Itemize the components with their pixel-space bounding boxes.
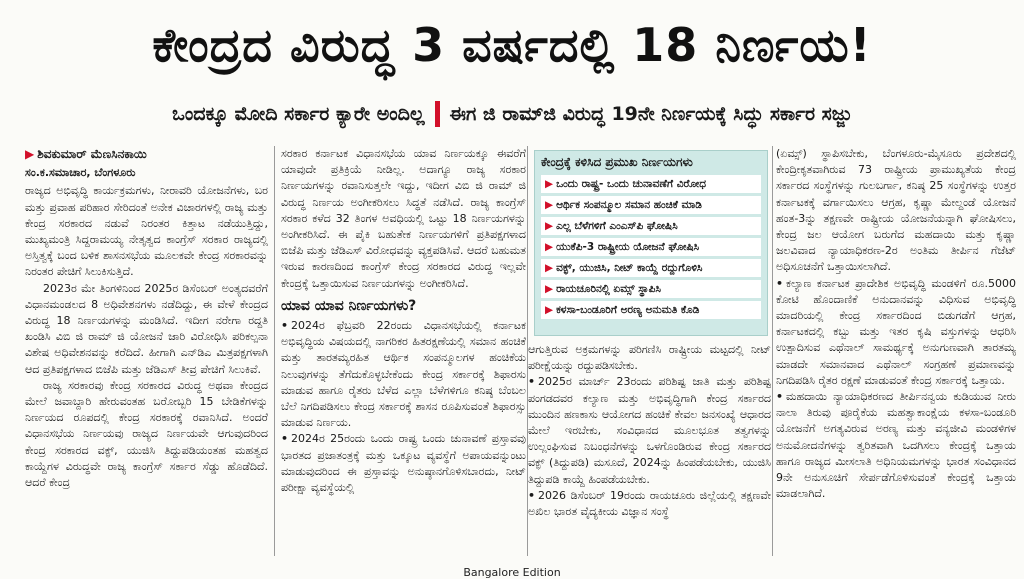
- bullet-icon: •: [776, 390, 784, 404]
- arrow-icon: ▶: [545, 199, 554, 211]
- arrow-icon: ▶: [545, 283, 554, 295]
- subheadline-right: ಈಗ ಜಿ ರಾಮ್‌ಜಿ ವಿರುದ್ಧ 19ನೇ ನಿರ್ಣಯಕ್ಕೆ ಸಿದ್ಧು ಸರ್ಕಾರ ಸಜ್ಜು: [449, 103, 852, 125]
- column-3-body: [528, 342, 771, 520]
- paragraph: ರಾಜ್ಯದ ಅಭಿವೃದ್ಧಿ ಕಾರ್ಯಕ್ರಮಗಳು, ನೀರಾವರಿ ಯೋಜನೆಗಳು, ಬರ ಮತ್ತು ಪ್ರವಾಹ ಪರಿಹಾರ ಸೇರಿದಂತೆ ಅನೇಕ ವಿಚಾರಗಳಲ್ಲಿ ರಾಜ್ಯ ಮತ್ತು ಕೇಂದ್ರ ಸರಕಾರದ ನಡುವೆ ನಿರಂತರ ಕಿತ್ತಾಟ ನಡೆಯುತ್ತಿದ್ದು, ಮುಖ್ಯಮಂತ್ರಿ ಸಿದ್ದರಾಮಯ್ಯ ನೇತೃತ್ವದ ಕಾಂಗ್ರೆಸ್ ಸರಕಾರ ರಾಜ್ಯದಲ್ಲಿ ಅಸ್ತಿತ್ವಕ್ಕೆ ಬಂದ ಬಳಿಕ ಶಾಸನಸಭೆಯ ಮೂಲಕವೇ ಕೇಂದ್ರ ಸರಕಾರವನ್ನು ನಿರಂತರ ಪೇಚಿಗೆ ಸಿಲುಕಿಸುತ್ತಿದೆ.: [25, 184, 268, 279]
- box-title: ಕೇಂದ್ರಕ್ಕೆ ಕಳಿಸಿದ ಪ್ರಮುಖ ನಿರ್ಣಯಗಳು: [541, 155, 693, 169]
- bullet-icon: •: [528, 375, 536, 389]
- subheadline: [0, 94, 1024, 134]
- subheadline-separator: [435, 101, 440, 127]
- list-item-text: 2026 ಡಿಸೆಂಬರ್ 19ರಂದು ರಾಯಚೂರು ಜಿಲ್ಲೆಯಲ್ಲಿ ತಕ್ಷಣವೇ ಅಖಿಲ ಭಾರತ ವೈದ್ಯಕೀಯ ವಿಜ್ಞಾನ ಸಂಸ್ಥೆ: [528, 488, 771, 519]
- list-item-text: ಮಹದಾಯಿ ನ್ಯಾಯಾಧಿಕರಣದ ತೀರ್ಪಿನನ್ವಯ ಕುಡಿಯುವ ನೀರು ನಾಲಾ ತಿರುವು ಪೂರೈಕೆಯ ಮಹತ್ವಾಕಾಂಕ್ಷೆಯ ಕಳಸಾ-ಬಂಡೂರಿ ಯೋಜನೆಗೆ ಅಗತ್ಯವಿರುವ ಅರಣ್ಯ ಮತ್ತು ವನ್ಯಜೀವಿ ಮಂಡಳಿಗಳ ಅನುಮೋದನೆಗಳನ್ನು ತ್ವರಿತವಾಗಿ ಒದಗಿಸಲು ಕೇಂದ್ರಕ್ಕೆ ಒತ್ತಾಯ ಹಾಗೂ ರಾಜ್ಯದ ಮೀಸಲಾತಿ ಅಧಿನಿಯಮಗಳನ್ನು ಭಾರತ ಸಂವಿಧಾನದ 9ನೇ ಅನುಸೂಚಿಗೆ ಸೇರ್ಪಡೆಗೊಳಿಸುವಂತೆ ಕೇಂದ್ರಕ್ಕೆ ಒತ್ತಾಯ ಮಾಡಲಾಗಿದೆ.: [776, 390, 1016, 501]
- subheadline-left: ಒಂದಕ್ಕೂ ಮೋದಿ ಸರ್ಕಾರ ಕ್ಯಾರೇ ಅಂದಿಲ್ಲ: [172, 103, 425, 125]
- column-2: [281, 146, 526, 558]
- arrow-icon: ▶: [545, 262, 554, 274]
- list-item: [776, 276, 1016, 389]
- list-item-text: 2024ರ 25ರಂದು ಒಂದು ರಾಷ್ಟ್ರ ಒಂದು ಚುನಾವಣೆ ಪ್ರಸ್ತಾವವು ಭಾರತದ ಪ್ರಜಾತಂತ್ರಕ್ಕೆ ಮತ್ತು ಒಕ್ಕೂಟ ವ್ಯವಸ್ಥೆಗೆ ಅಪಾಯವನ್ನುಂಟು ಮಾಡುವುದರಿಂದ ಈ ಪ್ರಸ್ತಾವನ್ನು ಅನುಷ್ಠಾನಗೊಳಿಸಬಾರದು, ನೀಟ್ ಪರೀಕ್ಷಾ ವ್ಯವಸ್ಥೆಯಲ್ಲಿ: [281, 432, 526, 495]
- byline-marker-icon: ▶: [25, 147, 35, 161]
- bullet-icon: •: [776, 276, 784, 290]
- bullet-icon: •: [281, 319, 289, 333]
- list-item-text: 2025ರ ಮಾರ್ಚ್ 23ರಂದು ಪರಿಶಿಷ್ಟ ಜಾತಿ ಮತ್ತು ಪರಿಶಿಷ್ಟ ಪಂಗಡದವರ ಕಲ್ಯಾಣ ಮತ್ತು ಅಭಿವೃದ್ಧಿಗಾಗಿ ಕೇಂದ್ರ ಸರ್ಕಾರದ ಮುಂದಿನ ಹಣಕಾಸು ಆಯೋಗದ ಹಂಚಿಕೆ ಕೇವಲ ಜನಸಂಖ್ಯೆ ಆಧಾರದ ಮೇಲೆ ಇರಬೇಕು, ಸಂವಿಧಾನದ ಮೂಲಭೂತ ತತ್ವಗಳನ್ನು ಉಲ್ಲಂಘಿಸುವ ನಿಬಂಧನೆಗಳನ್ನು ಒಳಗೊಂಡಿರುವ ಕೇಂದ್ರ ಸರ್ಕಾರದ ವಕ್ಫ್ (ತಿದ್ದುಪಡಿ) ಮಸೂದೆ, 2024ನ್ನು ಹಿಂಪಡೆಯಬೇಕು, ಯುಜಿಸಿ ತಿದ್ದುಪಡಿ ಕಾಯ್ದೆ ಹಿಂಪಡೆಯಬೇಕು.: [528, 375, 771, 486]
- arrow-icon: ▶: [545, 304, 554, 316]
- column-rule: [772, 146, 773, 556]
- list-item-text: ಕಲ್ಯಾಣ ಕರ್ನಾಟಕ ಪ್ರಾದೇಶಿಕ ಅಭಿವೃದ್ಧಿ ಮಂಡಳಿಗೆ ರೂ.5000 ಕೋಟಿ ಹೊಂದಾಣಿಕೆ ಅನುದಾನವನ್ನು ವಿಧಿಸುವ ಅಭಿವೃದ್ಧಿ ಮಾದರಿಯಲ್ಲಿ ಕೇಂದ್ರ ಸರ್ಕಾರದಿಂದ ಬಿಡುಗಡೆಗೆ ಆಗ್ರಹ, ಕರ್ನಾಟಕದಲ್ಲಿ ಕಬ್ಬು ಮತ್ತು ಇತರ ಕೃಷಿ ವಸ್ತುಗಳನ್ನು ಆಧರಿಸಿ ಉತ್ಪಾದಿಸುವ ಎಥೆನಾಲ್ ಸಾಮರ್ಥ್ಯಕ್ಕೆ ಅನುಗುಣವಾಗಿ ತಾರತಮ್ಯ ಮಾಡದೇ ಸಮಾನವಾದ ಎಥೆನಾಲ್ ಸಂಗ್ರಹಣೆ ಪ್ರಮಾಣವನ್ನು ನಿಗದಿಪಡಿಸಿ ರೈತರ ರಕ್ಷಣೆ ಮಾಡುವಂತೆ ಕೇಂದ್ರ ಸರ್ಕಾರಕ್ಕೆ ಒತ್ತಾಯ.: [776, 276, 1016, 387]
- box-item-text: ಎಲ್ಲ ಬೆಳೆಗಳಿಗೆ ಎಂಎಸ್‌ಪಿ ಘೋಷಿಸಿ: [556, 220, 678, 232]
- list-item: [281, 431, 526, 496]
- arrow-icon: ▶: [545, 220, 554, 232]
- column-1: [25, 146, 268, 558]
- arrow-icon: ▶: [545, 178, 554, 190]
- box-item-text: ರಾಯಚೂರಿನಲ್ಲಿ ಏಮ್ಸ್ ಸ್ಥಾಪಿಸಿ: [556, 283, 661, 295]
- column-rule: [274, 146, 275, 556]
- list-item: [528, 374, 771, 487]
- bullet-icon: •: [528, 488, 536, 502]
- paragraph: ರಾಜ್ಯ ಸರಕಾರವು ಕೇಂದ್ರ ಸರಕಾರದ ವಿರುದ್ಧ ಅಥವಾ ಕೇಂದ್ರದ ಮೇಲೆ ಜವಾಬ್ದಾರಿ ಹೇರುವಂತಹ ಬರೋಬ್ಬರಿ 15 ಬೇಡಿಕೆಗಳನ್ನು ನಿರ್ಣಯದ ರೂಪದಲ್ಲಿ ಕೇಂದ್ರ ಸರಕಾರಕ್ಕೆ ರವಾನಿಸಿದೆ. ಅಂದರೆ ವಿಧಾನಸಭೆಯ ನಿರ್ಣಯವು ರಾಜ್ಯದ ನಿರ್ಣಯವೇ ಆಗುವುದರಿಂದ ಕೇಂದ್ರ ಸರಕಾರದ ವಕ್ಫ್, ಯುಜಿಸಿ ತಿದ್ದುಪಡಿಯಂತಹ ಮಹತ್ವದ ಕಾಯ್ದೆಗಳ ವಿರುದ್ಧವೇ ರಾಜ್ಯ ಕಾಂಗ್ರೆಸ್ ಸರ್ಕಾರ ಸೆಡ್ಡು ಹೊಡೆದಿದೆ. ಆದರೆ ಕೇಂದ್ರ: [25, 378, 268, 490]
- box-item-text: ಒಂದು ರಾಷ್ಟ್ರ- ಒಂದು ಚುನಾವಣೆಗೆ ವಿರೋಧ: [556, 178, 706, 190]
- list-item: [281, 318, 526, 431]
- column-4: [776, 146, 1016, 558]
- dateline: ಸಂ.ಕ.ಸಮಾಚಾರ, ಬೆಂಗಳೂರು: [25, 166, 136, 180]
- list-item: [528, 488, 771, 520]
- edition-footer: Bangalore Edition: [463, 566, 561, 579]
- arrow-icon: ▶: [545, 241, 554, 253]
- box-item-text: ಆರ್ಥಿಕ ಸಂಪನ್ಮೂಲ ಸಮಾನ ಹಂಚಿಕೆ ಮಾಡಿ: [556, 199, 702, 211]
- paragraph: ಆಗುತ್ತಿರುವ ಅಕ್ರಮಗಳನ್ನು ಪರಿಗಣಿಸಿ ರಾಷ್ಟ್ರೀಯ ಮಟ್ಟದಲ್ಲಿ ನೀಟ್ ಪರೀಕ್ಷೆಯನ್ನು ರದ್ದುಪಡಿಸಬೇಕು.: [528, 343, 771, 373]
- byline: [25, 146, 268, 162]
- byline-text: ಶಿವಕುಮಾರ್ ಮೆಣಸಿನಕಾಯಿ: [37, 147, 147, 161]
- box-item-text: ಕಳಸಾ-ಬಂಡೂರಿಗೆ ಅರಣ್ಯ ಅನುಮತಿ ಕೊಡಿ: [556, 304, 700, 316]
- list-item-text: 2024ರ ಫೆಬ್ರವರಿ 22ರಂದು ವಿಧಾನಸಭೆಯಲ್ಲಿ ಕರ್ನಾಟಕ ಅಭಿವೃದ್ಧಿಯ ವಿಷಯದಲ್ಲಿ ನಾಗರಿಕರ ಹಿತರಕ್ಷಣೆಯಲ್ಲಿ ಸಮಾನ ಹಂಚಿಕೆ ಮತ್ತು ತಾರತಮ್ಯರಹಿತ ಆರ್ಥಿಕ ಸಂಪನ್ಮೂಲಗಳ ಹಂಚಿಕೆಯ ನಿಲುವುಗಳನ್ನು ತೆಗೆದುಕೊಳ್ಳಬೇಕೆಂದು ಕೇಂದ್ರ ಸರ್ಕಾರಕ್ಕೆ ಶಿಫಾರಸು ಮಾಡುವ ಹಾಗೂ ರೈತರು ಬೆಳೆದ ಎಲ್ಲಾ ಬೆಳೆಗಳಿಗೂ ಕನಿಷ್ಠ ಬೆಂಬಲ ಬೆಲೆ ನಿಗದಿಪಡಿಸಲು ಕೇಂದ್ರ ಸರ್ಕಾರಕ್ಕೆ ಶಾಸನ ರೂಪಿಸುವಂತೆ ಶಿಫಾರಸ್ಸು ಮಾಡುವ ನಿರ್ಣಯ.: [281, 319, 526, 430]
- section-title: ಯಾವ ಯಾವ ನಿರ್ಣಯಗಳು?: [281, 297, 417, 314]
- column-3: [528, 146, 771, 558]
- box-item-text: ಯುಕೆಪಿ-3 ರಾಷ್ಟ್ರೀಯ ಯೋಜನೆ ಘೋಷಿಸಿ: [556, 241, 700, 253]
- headline: ಕೇಂದ್ರದ ವಿರುದ್ಧ 3 ವರ್ಷದಲ್ಲಿ 18 ನಿರ್ಣಯ!: [152, 18, 872, 72]
- paragraph: 2023ರ ಮೇ ತಿಂಗಳಿನಿಂದ 2025ರ ಡಿಸೆಂಬರ್ ಅಂತ್ಯದವರೆಗೆ ವಿಧಾನಮಂಡಲದ 8 ಅಧಿವೇಶನಗಳು ನಡೆದಿದ್ದು, ಈ ವೇಳೆ ಕೇಂದ್ರದ ವಿರುದ್ಧ 18 ನಿರ್ಣಯಗಳನ್ನು ಮಂಡಿಸಿದೆ. ಇದೀಗ ನರೇಗಾ ರದ್ದತಿ ಖಂಡಿಸಿ ವಿಬಿ ಜಿ ರಾಮ್ ಜಿ ಯೋಜನೆ ಜಾರಿ ವಿರೋಧಿಸಿ ಪರಿಕಲ್ಪನಾ ವಿಶೇಷ ಅಧಿವೇಶನವನ್ನು ಕರೆದಿದೆ. ಹೀಗಾಗಿ ಎನ್‌ಡಿಎ ಮಿತ್ರಪಕ್ಷಗಳಾಗಿ ಆದ ಪ್ರತಿಪಕ್ಷಗಳಾದ ಬಿಜೆಪಿ ಮತ್ತು ಜೆಡಿಎಸ್ ತೀವ್ರ ಪೇಚಿಗೆ ಸಿಲುಕಿವೆ.: [25, 281, 268, 376]
- box-item-text: ವಕ್ಫ್, ಯುಜಿಸಿ, ನೀಟ್ ಕಾಯ್ದೆ ರದ್ದುಗೊಳಿಸಿ: [556, 262, 703, 274]
- list-item: [776, 389, 1016, 502]
- paragraph: (ಏಮ್ಸ್) ಸ್ಥಾಪಿಸಬೇಕು, ಬೆಂಗಳೂರು-ಮೈಸೂರು ಪ್ರದೇಶದಲ್ಲಿ ಕೇಂದ್ರೀಕೃತವಾಗಿರುವ 73 ರಾಷ್ಟ್ರೀಯ ಪ್ರಾಮುಖ್ಯತೆಯ ಕೇಂದ್ರ ಸರ್ಕಾರದ ಸಂಸ್ಥೆಗಳನ್ನು ಗುಲಬರ್ಗಾ, ಕನಿಷ್ಠ 25 ಸಂಸ್ಥೆಗಳನ್ನು ಉತ್ತರ ಕರ್ನಾಟಕಕ್ಕೆ ವರ್ಗಾಯಿಸಲು ಆಗ್ರಹ, ಕೃಷ್ಣಾ ಮೇಲ್ದಂಡೆ ಯೋಜನೆ ಹಂತ-3ನ್ನು ತಕ್ಷಣವೇ ರಾಷ್ಟ್ರೀಯ ಯೋಜನೆಯನ್ನಾಗಿ ಘೋಷಿಸಲು, ಕೇಂದ್ರ ಜಲ ಆಯೋಗ ಬರುಗೆದ ಮಹದಾಯಿ ಮತ್ತು ಕೃಷ್ಣಾ ಜಲವಿವಾದ ನ್ಯಾಯಾಧಿಕರಣ-2ರ ಅಂತಿಮ ತೀರ್ಪಿನ ಗೆಜೆಟ್ ಅಧಿಸೂಚನೆಗೆ ಒತ್ತಾಯಿಸಲಾಗಿದೆ.: [776, 147, 1016, 274]
- paragraph: ಸರಕಾರ ಕರ್ನಾಟಕ ವಿಧಾನಸಭೆಯ ಯಾವ ನಿರ್ಣಯಕ್ಕೂ ಈವರೆಗೆ ಯಾವುದೇ ಪ್ರತಿಕ್ರಿಯೆ ನೀಡಿಲ್ಲ. ಅದಾಗ್ಯೂ ರಾಜ್ಯ ಸರಕಾರ ನಿರ್ಣಯಗಳನ್ನು ರವಾನಿಸುತ್ತಲೇ ಇದ್ದು, ಇದೀಗ ವಿಬಿ ಜಿ ರಾಮ್ ಜಿ ವಿರುದ್ಧ ನಿರ್ಣಯ ಅಂಗೀಕರಿಸಲು ಸಿದ್ಧತೆ ನಡೆಸಿದೆ. ರಾಜ್ಯ ಕಾಂಗ್ರೆಸ್ ಸರಕಾರ ಕಳೆದ 32 ತಿಂಗಳ ಅವಧಿಯಲ್ಲಿ ಒಟ್ಟು 18 ನಿರ್ಣಯಗಳನ್ನು ಅಂಗೀಕರಿಸಿದೆ. ಈ ಪೈಕಿ ಬಹುತೇಕ ನಿರ್ಣಯಗಳಿಗೆ ಪ್ರತಿಪಕ್ಷಗಳಾದ ಬಿಜೆಪಿ ಮತ್ತು ಜೆಡಿಎಸ್ ವಿರೋಧವನ್ನು ವ್ಯಕ್ತಪಡಿಸಿವೆ. ಆದರೆ ಬಹುಮತ ಇರುವ ಕಾರಣದಿಂದ ಕಾಂಗ್ರೆಸ್ ಕೇಂದ್ರ ಸರಕಾರದ ವಿರುದ್ಧ ಇಲ್ಲವೇ ಕೇಂದ್ರಕ್ಕೆ ಒತ್ತಾಯಿಸುವ ನಿರ್ಣಯಗಳನ್ನು ಅಂಗೀಕರಿಸಿದೆ.: [281, 147, 526, 290]
- bullet-icon: •: [281, 432, 289, 446]
